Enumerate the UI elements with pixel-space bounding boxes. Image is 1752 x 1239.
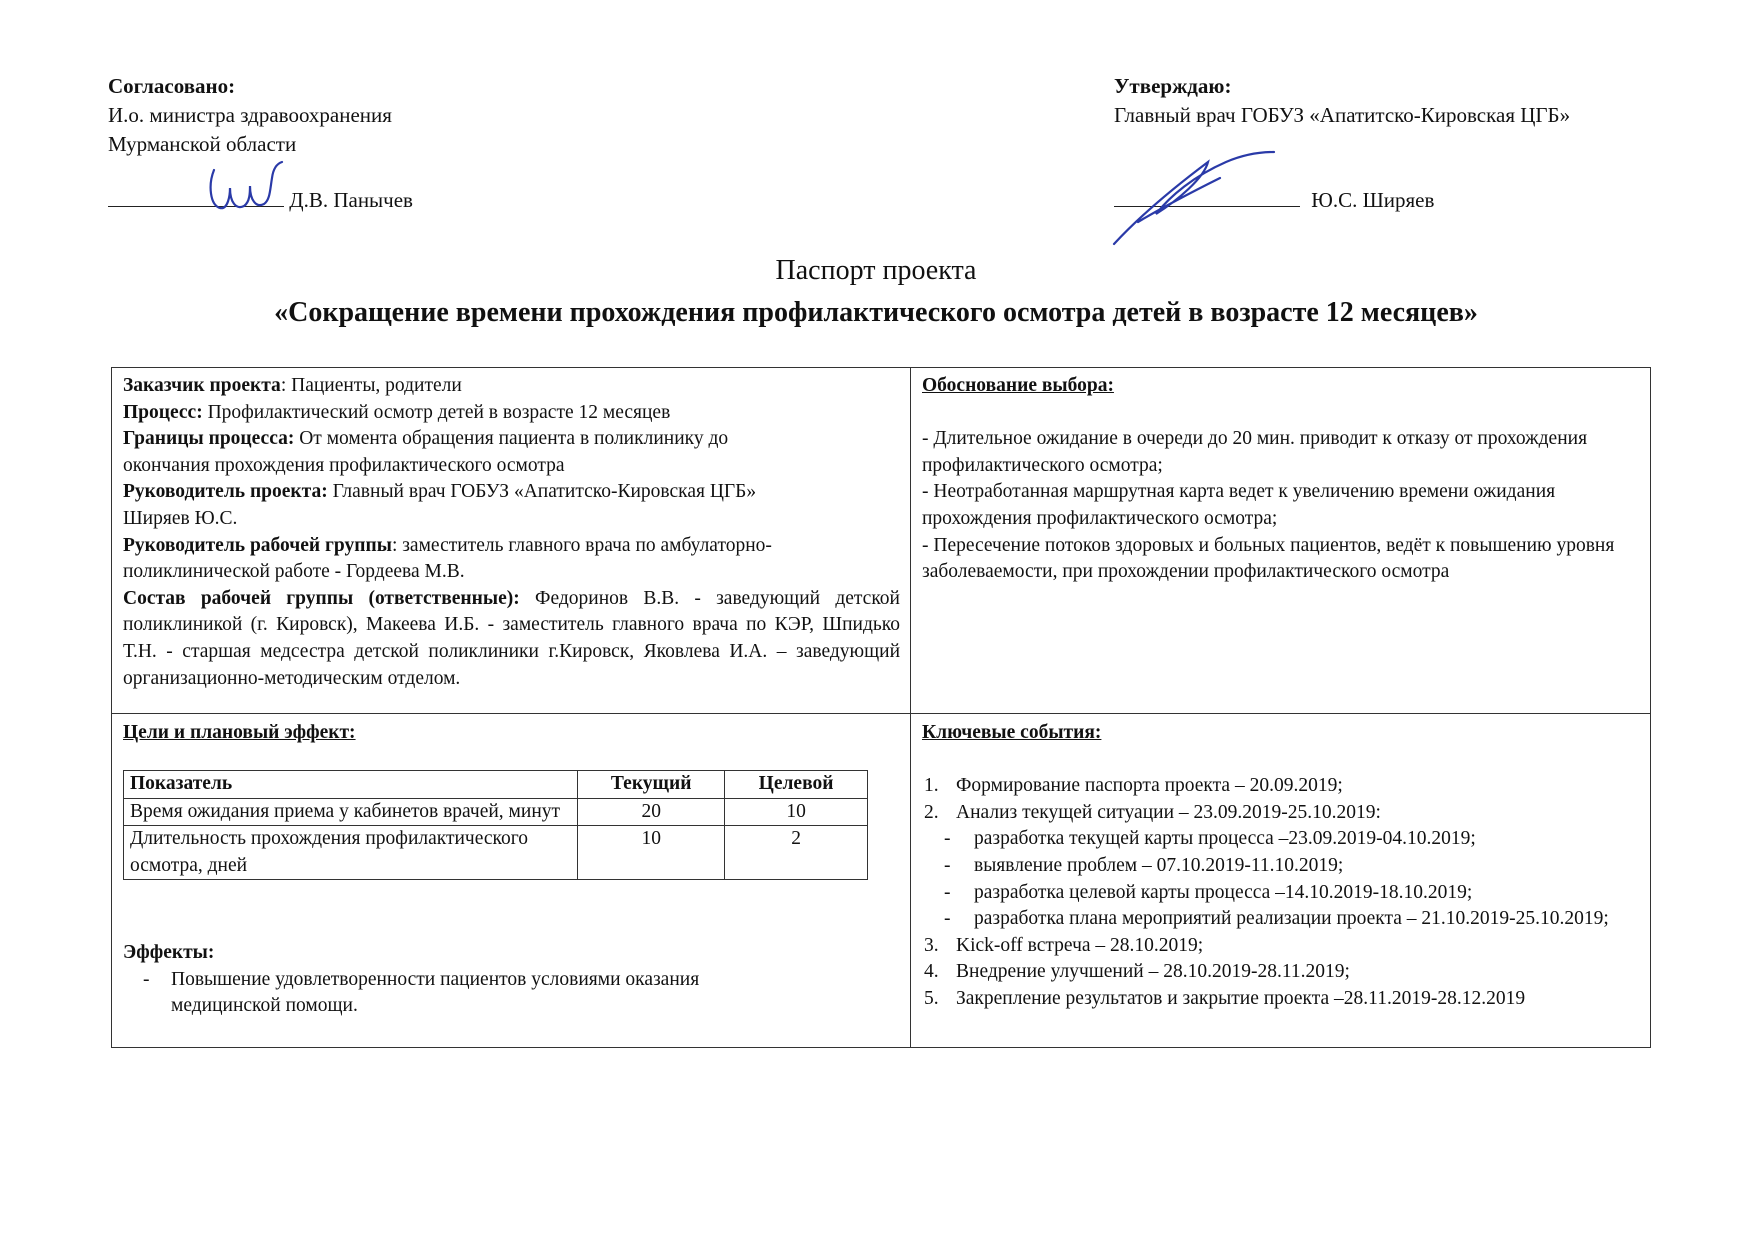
kpi-header-indicator: Показатель: [124, 771, 578, 799]
event-text: Внедрение улучшений – 28.10.2019-28.11.2019;: [956, 961, 1350, 983]
team-value: Федоринов В.В. - заведующий детской поликлиникой (г. Кировск), Макеева И.Б. - заместитель главного врача по КЭР, Шпидько Т.Н. - старшая медсестра детской поликлиники г.Кировск, Яковлева И.А. – заведующий организационно-методическим отделом.: [123, 587, 900, 689]
justification-cell: [922, 373, 1640, 586]
list-item: - разработка целевой карты процесса –14.10.2019-18.10.2019;: [944, 881, 1473, 903]
approval-right-position: Главный врач ГОБУЗ «Апатитско-Кировская ЦГБ»: [1114, 103, 1571, 127]
sub-event-text: разработка плана мероприятий реализации проекта – 21.10.2019-25.10.2019;: [974, 908, 1609, 930]
project-info-cell: [123, 373, 900, 692]
handwritten-signature-left: [200, 150, 290, 220]
justification-heading: Обоснование выбора:: [922, 375, 1114, 396]
effect-text: Повышение удовлетворенности пациентов условиями оказания медицинской помощи.: [171, 968, 700, 1017]
sub-event-text: выявление проблем – 07.10.2019-11.10.2019;: [974, 854, 1344, 876]
approval-left-position: И.о. министра здравоохранения: [108, 103, 392, 127]
goals-cell: [123, 720, 900, 747]
sub-events-list: [922, 826, 1644, 932]
kpi-header-row: [124, 771, 868, 799]
event-text: Анализ текущей ситуации – 23.09.2019-25.10.2019:: [956, 801, 1381, 823]
team-label: Состав рабочей группы (ответственные):: [123, 587, 520, 609]
kpi-target: 2: [725, 826, 868, 880]
kpi-current: 10: [578, 826, 725, 880]
event-text: Закрепление результатов и закрытие проекта –28.11.2019-28.12.2019: [956, 987, 1526, 1009]
kpi-target: 10: [725, 798, 868, 826]
approval-left-region: Мурманской области: [108, 132, 297, 156]
kpi-header-current: Текущий: [578, 771, 725, 799]
handwritten-signature-right: [1108, 148, 1278, 248]
justification-item: - Длительное ожидание в очереди до 20 мин. приводит к отказу от прохождения профилактического осмотра;: [922, 428, 1588, 476]
passport-table: [111, 367, 1651, 1048]
project-lead-label: Руководитель проекта:: [123, 481, 328, 503]
approval-right-signer: Ю.С. Ширяев: [1311, 188, 1435, 212]
table-row: [124, 798, 868, 826]
kpi-indicator: Длительность прохождения профилактического осмотра, дней: [124, 826, 578, 880]
list-item: - Повышение удовлетворенности пациентов условиями оказания медицинской помощи.: [143, 968, 700, 1017]
approval-left: [108, 72, 628, 215]
customer-label: Заказчик проекта: [123, 375, 281, 396]
list-item: 3. Kick-off встреча – 28.10.2019;: [924, 934, 1204, 956]
effects-heading: Эффекты:: [123, 942, 215, 963]
justification-item: - Неотработанная маршрутная карта ведет к увеличению времени ожидания прохождения профилактического осмотра;: [922, 481, 1556, 529]
project-lead-value-1: Главный врач ГОБУЗ «Апатитско-Кировская ЦГБ»: [327, 481, 757, 503]
kpi-header-target: Целевой: [725, 771, 868, 799]
bounds-value-2: окончания прохождения профилактического осмотра: [123, 454, 565, 476]
event-text: Формирование паспорта проекта – 20.09.2019;: [956, 775, 1343, 797]
kpi-table: [123, 770, 868, 880]
customer-value: : Пациенты, родители: [280, 375, 462, 396]
list-item: 5. Закрепление результатов и закрытие проекта –28.11.2019-28.12.2019: [924, 987, 1526, 1009]
bounds-value-1: От момента обращения пациента в поликлинику до: [294, 428, 729, 450]
list-item: - разработка текущей карты процесса –23.09.2019-04.10.2019;: [944, 828, 1476, 850]
table-row: [124, 826, 868, 880]
events-heading: Ключевые события:: [922, 722, 1102, 743]
process-label: Процесс:: [123, 401, 203, 423]
workgroup-lead-label: Руководитель рабочей группы: [123, 534, 392, 556]
event-text: Kick-off встреча – 28.10.2019;: [956, 934, 1204, 956]
effects-block: [123, 940, 803, 1020]
goals-heading: Цели и плановый эффект:: [123, 722, 356, 743]
list-item: 2. Анализ текущей ситуации – 23.09.2019-25.10.2019: - разработка текущей карты процесса –23.09.2019-04.10.2019; - выявление проблем – 07.10.2019-11.10.2019; - разработка целевой карты процесса –14.10.2019-18.10.2019; - разработка плана мероприятий реализации проекта – 21.10.2019-25.10.2019;: [922, 800, 1644, 933]
sub-event-text: разработка текущей карты процесса –23.09.2019-04.10.2019;: [974, 828, 1476, 850]
events-cell: [922, 720, 1644, 1013]
list-item: 1. Формирование паспорта проекта – 20.09.2019;: [924, 775, 1343, 797]
list-item: - разработка плана мероприятий реализации проекта – 21.10.2019-25.10.2019;: [944, 908, 1609, 930]
approval-right-heading: Утверждаю:: [1114, 74, 1232, 98]
workgroup-lead-value-1: : заместитель главного врача по амбулаторно-: [391, 534, 772, 556]
kpi-indicator: Время ожидания приема у кабинетов врачей, минут: [124, 798, 578, 826]
list-item: 4. Внедрение улучшений – 28.10.2019-28.11.2019;: [924, 961, 1350, 983]
column-divider: [910, 368, 911, 1047]
events-list: [922, 773, 1644, 1012]
sub-event-text: разработка целевой карты процесса –14.10.2019-18.10.2019;: [974, 881, 1473, 903]
list-item: - выявление проблем – 07.10.2019-11.10.2019;: [944, 854, 1344, 876]
project-name: «Сокращение времени прохождения профилактического осмотра детей в возрасте 12 месяцев»: [274, 297, 1478, 328]
workgroup-lead-value-2: поликлинической работе - Гордеева М.В.: [123, 561, 465, 583]
justification-item: - Пересечение потоков здоровых и больных пациентов, ведёт к повышению уровня заболеваемости, при прохождении профилактического осмотра: [922, 534, 1615, 583]
document-title: Паспорт проекта: [775, 255, 977, 286]
project-lead-value-2: Ширяев Ю.С.: [123, 507, 238, 529]
approval-left-heading: Согласовано:: [108, 74, 236, 98]
bounds-label: Границы процесса:: [123, 428, 295, 450]
kpi-current: 20: [578, 798, 725, 826]
approval-left-signer: Д.В. Панычев: [289, 188, 413, 212]
effects-list: [123, 967, 803, 1020]
row-divider: [112, 713, 1650, 714]
process-value: Профилактический осмотр детей в возрасте 12 месяцев: [202, 401, 671, 423]
